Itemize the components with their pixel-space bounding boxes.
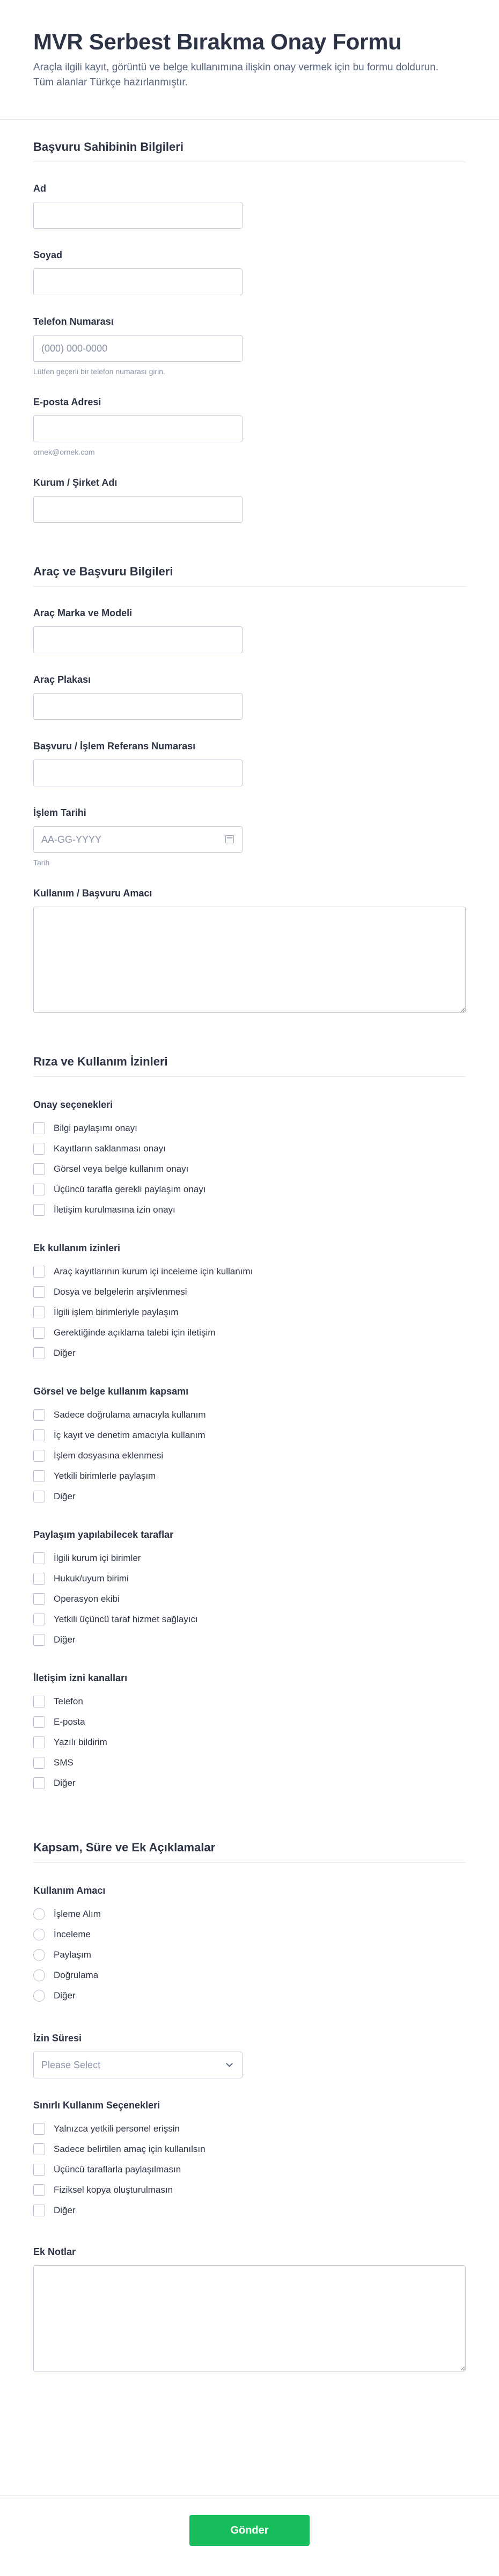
checkbox[interactable] [33,1696,45,1707]
radio[interactable] [33,1969,45,1981]
option-label: Operasyon ekibi [54,1594,120,1604]
date-help: Tarih [33,858,50,867]
group-title: Kullanım Amacı [33,1885,106,1896]
email-help: ornek@ornek.com [33,448,95,456]
checkbox[interactable] [33,1634,45,1646]
group-title: Onay seçenekleri [33,1099,113,1110]
checkbox-option[interactable] [33,1589,466,1609]
option-label: Telefon [54,1696,83,1706]
date-field [33,807,466,867]
checkbox-option[interactable] [33,1323,466,1343]
radio-option[interactable] [33,1924,466,1945]
purpose-label: Kullanım / Başvuru Amacı [33,888,152,899]
checkbox-option[interactable] [33,1609,466,1630]
duration-field [33,2033,466,2078]
scope-section [0,1820,499,2371]
checkbox[interactable] [33,1327,45,1339]
checkbox[interactable] [33,2164,45,2176]
group-title: Paylaşım yapılabilecek taraflar [33,1529,174,1540]
checkbox-option[interactable] [33,1200,466,1220]
section-title: Araç ve Başvuru Bilgileri [33,544,466,587]
phone-field [33,316,466,376]
vehicle-label: Araç Marka ve Modeli [33,608,133,618]
checkbox-option[interactable] [33,1159,466,1179]
section-title: Başvuru Sahibinin Bilgileri [33,120,466,162]
checkbox-option[interactable] [33,1179,466,1200]
group-title: Görsel ve belge kullanım kapsamı [33,1386,189,1397]
option-label: E-posta [54,1717,85,1727]
checkbox[interactable] [33,1409,45,1421]
org-label: Kurum / Şirket Adı [33,477,118,488]
first-name-field [33,183,466,229]
usage-purpose-group [33,1885,466,2006]
notes-textarea[interactable] [33,2265,466,2371]
option-label: Yetkili birimlerle paylaşım [54,1471,156,1481]
section-title: Kapsam, Süre ve Ek Açıklamalar [33,1820,466,1863]
option-label: Diğer [54,1634,76,1645]
radio-option[interactable] [33,1986,466,2006]
applicant-section [0,120,499,523]
option-label: Araç kayıtlarının kurum içi inceleme için kullanımı [54,1266,253,1276]
notes-field [33,2246,466,2371]
checkbox-option[interactable] [33,1732,466,1753]
checkbox[interactable] [33,1450,45,1462]
checkbox-option[interactable] [33,2180,466,2200]
group-title: İletişim izni kanalları [33,1673,128,1683]
org-field [33,477,466,523]
checkbox-option[interactable] [33,1302,466,1323]
option-label: Diğer [54,1990,76,2001]
form-header [0,0,499,120]
checkbox[interactable] [33,1143,45,1155]
reference-label: Başvuru / İşlem Referans Numarası [33,741,196,751]
radio[interactable] [33,1929,45,1940]
form-footer [0,2495,499,2576]
consent-group [33,1386,466,1507]
reference-field [33,740,466,786]
option-label: Yetkili üçüncü taraf hizmet sağlayıcı [54,1614,198,1624]
checkbox-option[interactable] [33,1425,466,1446]
checkbox[interactable] [33,1307,45,1318]
org-input[interactable] [33,496,243,523]
checkbox-option[interactable] [33,2159,466,2180]
checkbox-option[interactable] [33,1466,466,1486]
checkbox[interactable] [33,2184,45,2196]
option-label: Diğer [54,1778,76,1788]
radio[interactable] [33,1908,45,1920]
section-title: Rıza ve Kullanım İzinleri [33,1034,466,1077]
checkbox[interactable] [33,1757,45,1769]
duration-label: İzin Süresi [33,2033,82,2044]
checkbox-option[interactable] [33,1568,466,1589]
checkbox-option[interactable] [33,1446,466,1466]
option-label: İnceleme [54,1929,91,1939]
option-label: Hukuk/uyum birimi [54,1573,129,1583]
submit-button[interactable]: Gönder [189,2515,310,2546]
option-label: Sadece belirtilen amaç için kullanılsın [54,2144,206,2154]
phone-label: Telefon Numarası [33,316,114,327]
checkbox[interactable] [33,1593,45,1605]
consent-group [33,1243,466,1363]
first-name-label: Ad [33,183,46,194]
option-label: Kayıtların saklanması onayı [54,1143,166,1154]
checkbox[interactable] [33,1347,45,1359]
email-field [33,396,466,456]
checkbox[interactable] [33,1204,45,1216]
date-picker [33,826,243,853]
checkbox[interactable] [33,1470,45,1482]
option-label: Diğer [54,2205,76,2215]
checkbox[interactable] [33,1573,45,1585]
checkbox-option[interactable] [33,1773,466,1793]
checkbox-option[interactable] [33,1712,466,1732]
checkbox[interactable] [33,1777,45,1789]
option-label: Diğer [54,1348,76,1358]
checkbox[interactable] [33,2143,45,2155]
radio-option[interactable] [33,1904,466,1924]
vehicle-input[interactable] [33,626,243,653]
checkbox[interactable] [33,1184,45,1195]
checkbox-option[interactable] [33,1261,466,1282]
option-label: Dosya ve belgelerin arşivlenmesi [54,1287,187,1297]
page-subtitle: Araçla ilgili kayıt, görüntü ve belge kullanımına ilişkin onay vermek için bu formu doldurun. Tüm alanlar Türkçe hazırlanmıştır. [33,62,439,88]
checkbox[interactable] [33,1286,45,1298]
checkbox[interactable] [33,1552,45,1564]
vehicle-section [0,544,499,1013]
checkbox[interactable] [33,2123,45,2135]
radio-option[interactable] [33,1965,466,1986]
radio[interactable] [33,1949,45,1961]
date-input[interactable] [33,826,243,853]
purpose-field [33,887,466,1013]
last-name-input[interactable] [33,268,243,295]
checkbox[interactable] [33,1491,45,1502]
option-label: Üçüncü taraflarla paylaşılmasın [54,2164,181,2174]
plate-field [33,674,466,720]
option-label: İlgili kurum içi birimler [54,1553,141,1563]
checkbox-option[interactable] [33,1139,466,1159]
checkbox-option[interactable] [33,2200,466,2221]
option-label: SMS [54,1757,74,1768]
purpose-textarea[interactable] [33,907,466,1013]
date-label: İşlem Tarihi [33,807,86,818]
consent-section [0,1034,499,1793]
option-label: Fiziksel kopya oluşturulmasın [54,2185,173,2195]
checkbox[interactable] [33,1716,45,1728]
option-label: İletişim kurulmasına izin onayı [54,1205,175,1215]
plate-input[interactable] [33,693,243,720]
option-label: Diğer [54,1491,76,1501]
consent-group [33,1529,466,1650]
checkbox-option[interactable] [33,1753,466,1773]
checkbox[interactable] [33,1163,45,1175]
option-label: Görsel veya belge kullanım onayı [54,1164,189,1174]
vehicle-field [33,607,466,653]
option-label: Gerektiğinde açıklama talebi için iletişim [54,1327,216,1338]
option-label: Yalnızca yetkili personel erişsin [54,2123,180,2134]
radio[interactable] [33,1990,45,2002]
option-label: İşlem dosyasına eklenmesi [54,1450,164,1461]
option-label: Üçüncü tarafla gerekli paylaşım onayı [54,1184,206,1194]
option-label: Bilgi paylaşımı onayı [54,1123,137,1133]
consent-group [33,1673,466,1793]
phone-help: Lütfen geçerli bir telefon numarası girin. [33,367,165,376]
checkbox-option[interactable] [33,1548,466,1568]
checkbox[interactable] [33,1266,45,1278]
last-name-label: Soyad [33,250,63,260]
radio-option[interactable] [33,1945,466,1965]
consent-group [33,1099,466,1220]
group-title: Sınırlı Kullanım Seçenekleri [33,2100,160,2111]
option-label: İç kayıt ve denetim amacıyla kullanım [54,1430,206,1440]
checkbox[interactable] [33,2205,45,2216]
limited-use-group [33,2100,466,2221]
checkbox[interactable] [33,1736,45,1748]
checkbox[interactable] [33,1122,45,1134]
reference-input[interactable] [33,760,243,786]
option-label: İşleme Alım [54,1909,101,1919]
checkbox-option[interactable] [33,1630,466,1650]
last-name-field [33,249,466,295]
email-label: E-posta Adresi [33,397,101,407]
option-label: Sadece doğrulama amacıyla kullanım [54,1410,206,1420]
calendar-icon[interactable] [225,835,234,843]
page-title: MVR Serbest Bırakma Onay Formu [33,29,402,54]
checkbox-option[interactable] [33,1118,466,1139]
checkbox-option[interactable] [33,1282,466,1302]
duration-select[interactable] [33,2052,243,2078]
checkbox-option[interactable] [33,2119,466,2139]
checkbox-option[interactable] [33,1405,466,1425]
group-title: Ek kullanım izinleri [33,1243,121,1253]
checkbox-option[interactable] [33,1486,466,1507]
phone-input[interactable] [33,335,243,362]
checkbox-option[interactable] [33,2139,466,2159]
checkbox-option[interactable] [33,1691,466,1712]
option-label: Doğrulama [54,1970,99,1980]
option-label: Paylaşım [54,1950,91,1960]
checkbox[interactable] [33,1614,45,1625]
notes-label: Ek Notlar [33,2246,76,2257]
plate-label: Araç Plakası [33,674,91,685]
first-name-input[interactable] [33,202,243,229]
checkbox-option[interactable] [33,1343,466,1363]
checkbox[interactable] [33,1429,45,1441]
duration-select-value[interactable]: Please Select [33,2052,243,2078]
option-label: Yazılı bildirim [54,1737,107,1747]
option-label: İlgili işlem birimleriyle paylaşım [54,1307,179,1317]
email-input[interactable] [33,415,243,442]
